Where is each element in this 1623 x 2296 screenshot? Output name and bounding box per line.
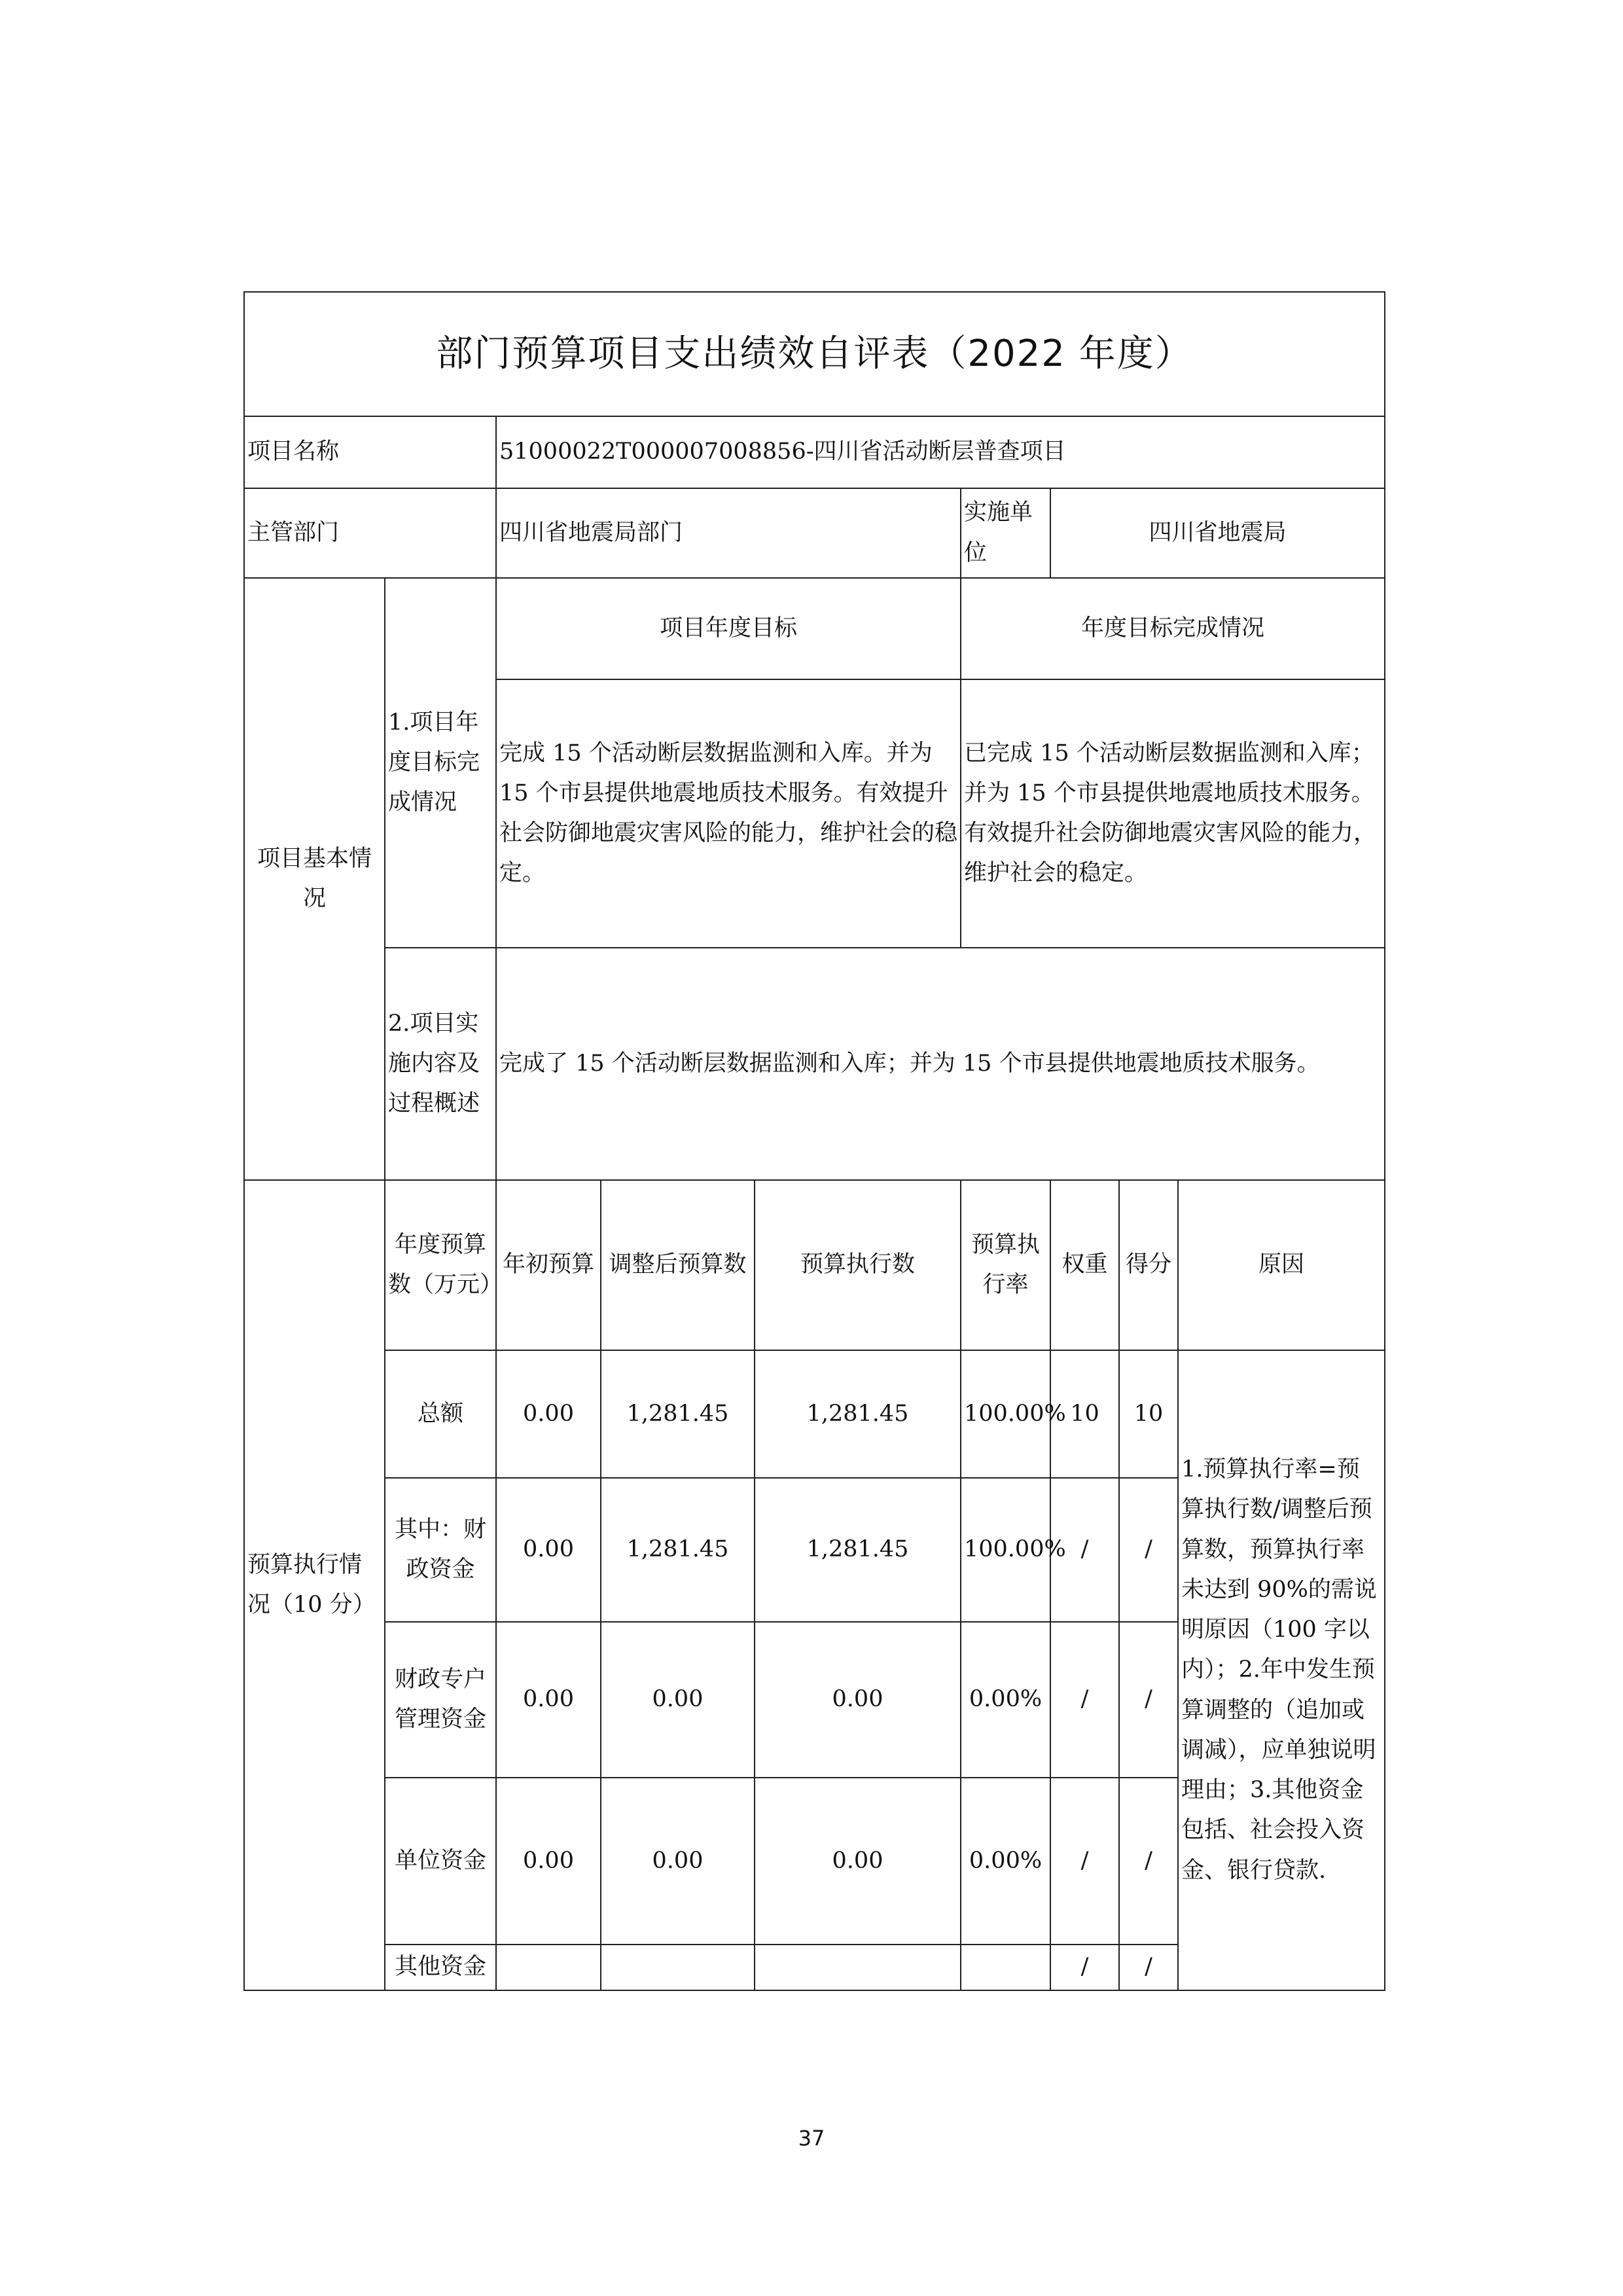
row-name-total: 总额 xyxy=(385,1350,496,1478)
cell-executed: 0.00 xyxy=(755,1622,961,1778)
implementation-label: 2.项目实施内容及过程概述 xyxy=(385,948,496,1180)
project-name-value: 51000022T000007008856-四川省活动断层普查项目 xyxy=(496,416,1385,488)
implementing-unit-value: 四川省地震局 xyxy=(1050,488,1385,578)
department-value: 四川省地震局部门 xyxy=(496,488,961,578)
cell-score: / xyxy=(1119,1622,1178,1778)
cell-adjusted xyxy=(601,1945,755,1990)
cell-rate: 100.00% xyxy=(961,1478,1050,1622)
cell-rate: 0.00% xyxy=(961,1778,1050,1945)
row-name-fiscal: 其中：财政资金 xyxy=(385,1478,496,1622)
cell-initial: 0.00 xyxy=(496,1622,601,1778)
department-label: 主管部门 xyxy=(244,488,496,578)
budget-section-label: 预算执行情况（10 分） xyxy=(244,1180,385,1990)
project-name-label: 项目名称 xyxy=(244,416,496,488)
page-title: 部门预算项目支出绩效自评表（2022 年度） xyxy=(244,292,1385,416)
cell-score: 10 xyxy=(1119,1350,1178,1478)
col-header-execution-rate: 预算执行率 xyxy=(961,1180,1050,1350)
cell-weight: / xyxy=(1050,1945,1119,1990)
cell-weight: / xyxy=(1050,1778,1119,1945)
basic-info-label: 项目基本情况 xyxy=(244,578,385,1180)
col-header-executed: 预算执行数 xyxy=(755,1180,961,1350)
cell-adjusted: 0.00 xyxy=(601,1778,755,1945)
implementation-text: 完成了 15 个活动断层数据监测和入库；并为 15 个市县提供地震地质技术服务。 xyxy=(496,948,1385,1180)
cell-score: / xyxy=(1119,1478,1178,1622)
cell-executed: 1,281.45 xyxy=(755,1478,961,1622)
cell-rate: 100.00% xyxy=(961,1350,1050,1478)
cell-weight: / xyxy=(1050,1622,1119,1778)
cell-adjusted: 1,281.45 xyxy=(601,1478,755,1622)
cell-initial: 0.00 xyxy=(496,1350,601,1478)
cell-executed: 0.00 xyxy=(755,1778,961,1945)
cell-initial: 0.00 xyxy=(496,1478,601,1622)
cell-rate: 0.00% xyxy=(961,1622,1050,1778)
cell-score: / xyxy=(1119,1778,1178,1945)
cell-executed xyxy=(755,1945,961,1990)
row-name-unit-funds: 单位资金 xyxy=(385,1778,496,1945)
cell-score: / xyxy=(1119,1945,1178,1990)
col-header-adjusted-budget: 调整后预算数 xyxy=(601,1180,755,1350)
completion-col-header: 年度目标完成情况 xyxy=(961,578,1385,679)
annual-goal-text: 完成 15 个活动断层数据监测和入库。并为 15 个市县提供地震地质技术服务。有效提升社会防御地震灾害风险的能力，维护社会的稳定。 xyxy=(496,679,961,948)
col-header-annual-budget: 年度预算数（万元） xyxy=(385,1180,496,1350)
col-header-score: 得分 xyxy=(1119,1180,1178,1350)
cell-weight: / xyxy=(1050,1478,1119,1622)
reason-text: 1.预算执行率=预算执行数/调整后预算数，预算执行率未达到 90%的需说明原因（100 字以内）；2.年中发生预算调整的（追加或调减），应单独说明理由；3.其他资金包括、社会投入资金、银行贷款. xyxy=(1178,1350,1385,1990)
cell-adjusted: 0.00 xyxy=(601,1622,755,1778)
col-header-initial-budget: 年初预算 xyxy=(496,1180,601,1350)
implementing-unit-label: 实施单位 xyxy=(961,488,1050,578)
row-name-special-account: 财政专户管理资金 xyxy=(385,1622,496,1778)
row-name-other-funds: 其他资金 xyxy=(385,1945,496,1990)
cell-initial: 0.00 xyxy=(496,1778,601,1945)
cell-executed: 1,281.45 xyxy=(755,1350,961,1478)
goal-row-label: 1.项目年度目标完成情况 xyxy=(385,578,496,948)
performance-table xyxy=(243,291,1385,1991)
cell-adjusted: 1,281.45 xyxy=(601,1350,755,1478)
cell-initial xyxy=(496,1945,601,1990)
col-header-weight: 权重 xyxy=(1050,1180,1119,1350)
col-header-reason: 原因 xyxy=(1178,1180,1385,1350)
goal-col-header: 项目年度目标 xyxy=(496,578,961,679)
cell-weight: 10 xyxy=(1050,1350,1119,1478)
cell-rate xyxy=(961,1945,1050,1990)
goal-completion-text: 已完成 15 个活动断层数据监测和入库；并为 15 个市县提供地震地质技术服务。有效提升社会防御地震灾害风险的能力，维护社会的稳定。 xyxy=(961,679,1385,948)
page-number: 37 xyxy=(798,2126,825,2151)
